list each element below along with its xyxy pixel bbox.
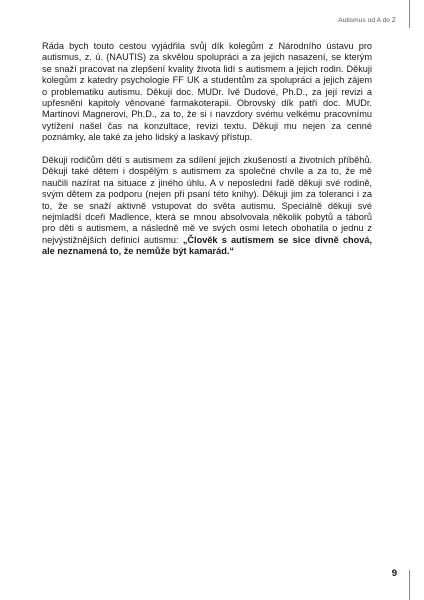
running-header: Autismus od A do Z [338, 17, 396, 24]
page-number: 9 [391, 568, 397, 579]
closing-quote: „Člověk s autismem se sice divně chová, ale neznamená to, že nemůže být kamarád.“ [42, 234, 372, 257]
header-rule [409, 0, 410, 28]
acknowledgements-text [42, 41, 372, 269]
paragraph-family [42, 155, 372, 258]
paragraph-colleagues: Ráda bych touto cestou vyjádřila svůj dík kolegům z Národního ústavu pro autismus, z. ú. (NAUTIS) za skvělou spolupráci a za jejich nasazení, se kterým se snaží pracovat na zlepšení kvality života lidí s autismem a jejich rodin. Děkuji kolegům z katedry psychologie FF UK a studentům za spolupráci a jejich zájem o problematiku autismu. Děkuji doc. MUDr. Ivě Dudové, Ph.D., za její revizi a upřesnění kapitoly věnované farmakoterapii. Obrovský dík patří doc. MUDr. Martinovi Magnerovi, Ph.D., za to, že si i navzdory svému velkému pracovnímu vytížení našel čas na konzultace, revizi textu. Děkuji mu nejen za cenné poznámky, ale také za jeho lidský a laskavý přístup. [42, 41, 372, 143]
paragraph-family-text: Děkuji rodičům dětí s autismem za sdílení jejich zkušeností a životních příběhů. Děkuji také dětem i dospělým s autismem za společné chvíle a za to, že mě naučili nazírat na situace z jiného úhlu. A v neposlední řadě děkuji své rodině, svým dětem za podporu (nejen při psaní této knihy). Děkuji jim za toleranci i za to, že se snaží aktivně vstupovat do světa autismu. Speciálně děkuji své nejmladší dceři Madlence, která se mnou absolvovala několik pobytů a táborů pro děti s autismem, a následně mě ve svých osmi letech obohatila o jednu z nejvýstižnějších definicí autismu: [42, 155, 372, 245]
footer-rule [409, 570, 410, 600]
